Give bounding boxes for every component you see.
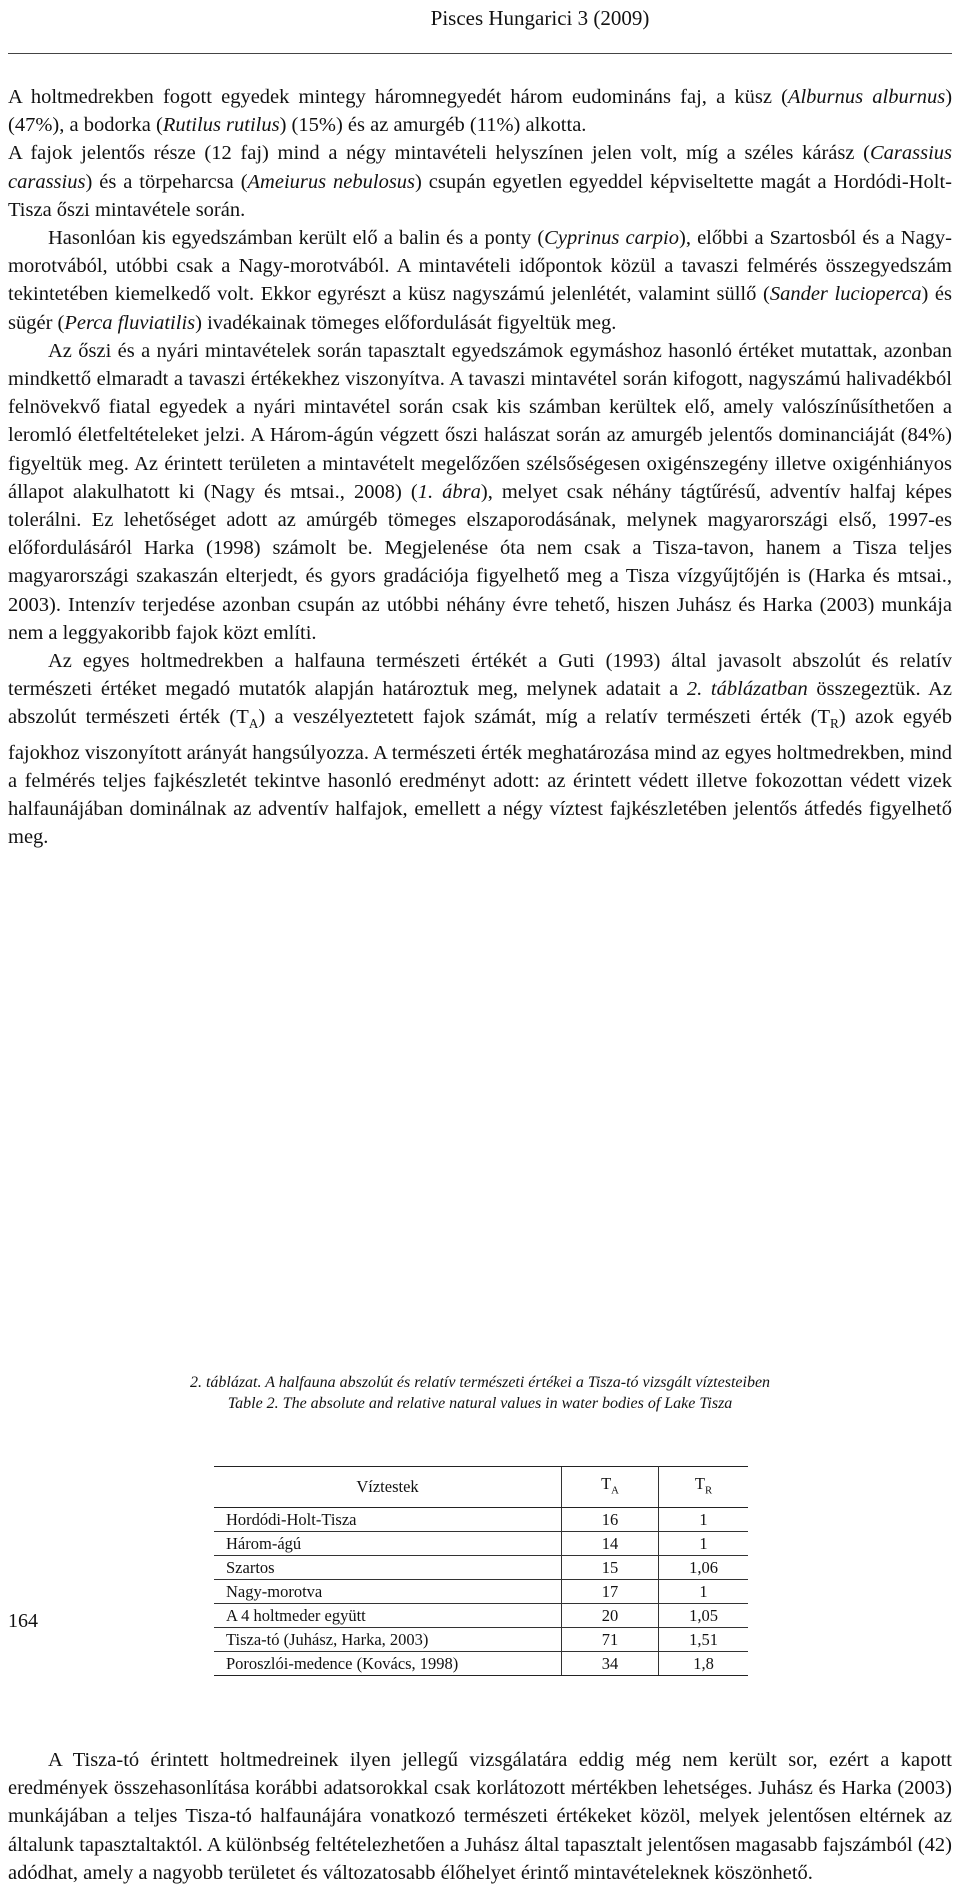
header-tr: $T_R$ bbox=[659, 1467, 749, 1508]
header-ta: $T_A$ bbox=[562, 1467, 659, 1508]
running-header bbox=[0, 6, 960, 31]
paragraph-2: A fajok jelentős része (12 faj) mind a négy mintavételi helyszínen jelen volt, míg a széles kárász (Carassius carassius) és a törpeharcsa (Ameiurus nebulosus) csupán egyetlen egyeddel képviseltette magát a Hordódi-Holt-Tisza őszi mintavétele során. bbox=[8, 142, 952, 221]
table-row: Három-ágú 14 1 bbox=[214, 1532, 748, 1556]
paragraph-5: Az egyes holtmedrekben a halfauna természeti értékét a Guti (1993) által javasolt abszolút és relatív természeti értéket megadó mutatók alapján határoztuk meg, melynek adatait a 2. táblázatban összegeztük. Az abszolút természeti érték $(T_A)$ a veszélyeztetett fajok számát, míg a relatív természeti érték $(T_R)$ azok egyéb fajokhoz viszonyított arányát hangsúlyozza. A természeti érték meghatározása mind az egyes holtmedrekben, mind a felmérés teljes fajkészletét tekintve hasonló eredményt adott: az érintett védett illetve fokozottan védett vizek halfaunájában dominálnak az adventív halfajok, emellett a négy víztest fajkészletében jelentős átfedés figyelhető meg. bbox=[8, 650, 952, 849]
header-rule bbox=[8, 53, 952, 54]
body-text bbox=[8, 83, 952, 852]
table-row: Poroszlói-medence (Kovács, 1998) 34 1,8 bbox=[214, 1652, 748, 1676]
table-caption-en: Table 2. The absolute and relative natural values in water bodies of Lake Tisza bbox=[227, 1395, 733, 1412]
table-caption-hu: 2. táblázat. A halfauna abszolút és relatív természeti értékei a Tisza-tó vizsgált víztesteiben bbox=[189, 1374, 771, 1391]
paragraph-1: A holtmedrekben fogott egyedek mintegy háromnegyedét három eudomináns faj, a küsz (Alburnus alburnus) (47%), a bodorka (Rutilus rutilus) (15%) és az amurgéb (11%) alkotta. bbox=[8, 86, 953, 137]
paragraph-4: Az őszi és a nyári mintavételek során tapasztalt egyedszámok egymáshoz hasonló értéket mutattak, azonban mindkettő elmaradt a tavaszi értékekhez viszonyítva. A tavaszi mintavétel során kifogott, nagyszámú halivadékból felnövekvő fiatal egyedek a nyári mintavétel során csak kis számban kerültek elő, amely valószínűsíthetően a leromló életfeltételeket jelzi. A Három-ágún végzett őszi halászat során az amurgéb jelentős dominanciáját (84%) figyeltük meg. Az érintett területen a mintavételt megelőzően szélsőségesen oxigénszegény illetve oxigénhiányos állapot alakulhatott ki (Nagy és mtsai., 2008) (1. ábra), melyet csak néhány tágtűrésű, adventív halfaj képes tolerálni. Ez lehetőséget adott az amúrgéb tömeges elszaporodásának, melynek magyarországi első, 1997-es előfordulásáról Harka (1998) számolt be. Megjelenése óta nem csak a Tisza-tavon, hanem a Tisza teljes magyarországi szakaszán elterjedt, és gyors gradációja figyelhető meg a Tisza vízgyűjtőjén is (Harka és mtsai., 2003). Intenzív terjedése azonban csupán az utóbbi néhány évre tehető, hiszen Juhász és Harka (2003) munkája nem a leggyakoribb fajok közt említi. bbox=[8, 339, 952, 644]
journal-title: Pisces Hungarici 3 (2009) bbox=[430, 6, 650, 30]
natural-values-table bbox=[214, 1466, 748, 1676]
table-header-row bbox=[214, 1467, 748, 1508]
table-row: Nagy-morotva 17 1 bbox=[214, 1580, 748, 1604]
body-text-after-table bbox=[8, 1746, 952, 1887]
paragraph-3: Hasonlóan kis egyedszámban került elő a balin és a ponty (Cyprinus carpio), előbbi a Szartosból és a Nagy-morotvából, utóbbi csak a Nagy-morotvából. A mintavételi időpontok közül a tavaszi felmérés összegyedszám tekintetében kiemelkedő volt. Ekkor egyrészt a küsz nagyszámú jelenlétét, valamint süllő (Sander lucioperca) és sügér (Perca fluviatilis) ivadékainak tömeges előfordulását figyeltük meg. bbox=[8, 227, 952, 334]
table-row: A 4 holtmeder együtt 20 1,05 bbox=[214, 1604, 748, 1628]
page-number: 164 bbox=[8, 1610, 38, 1632]
paragraph-6: A Tisza-tó érintett holtmedreinek ilyen jellegű vizsgálatára eddig még nem került sor, ezért a kapott eredmények összehasonlítása korábbi adatsorokkal csak korlátozott mértékben lehetséges. Juhász és Harka (2003) munkájában a teljes Tisza-tó halfaunájára vonatkozó természeti értékeket közöl, melyek jelentősen eltérnek az általunk tapasztaltaktól. A különbség feltételezhetően a Juhász által tapasztalt jelentősen magasabb fajszámból (42) adódhat, amely a nagyobb területet és változatosabb élőhelyet érintő mintavételeknek köszönhető. bbox=[8, 1749, 952, 1884]
header-water-body: Víztestek bbox=[214, 1467, 562, 1508]
table-row: Szartos 15 1,06 bbox=[214, 1556, 748, 1580]
table-row: Hordódi-Holt-Tisza 16 1 bbox=[214, 1508, 748, 1532]
table-row: Tisza-tó (Juhász, Harka, 2003) 71 1,51 bbox=[214, 1628, 748, 1652]
